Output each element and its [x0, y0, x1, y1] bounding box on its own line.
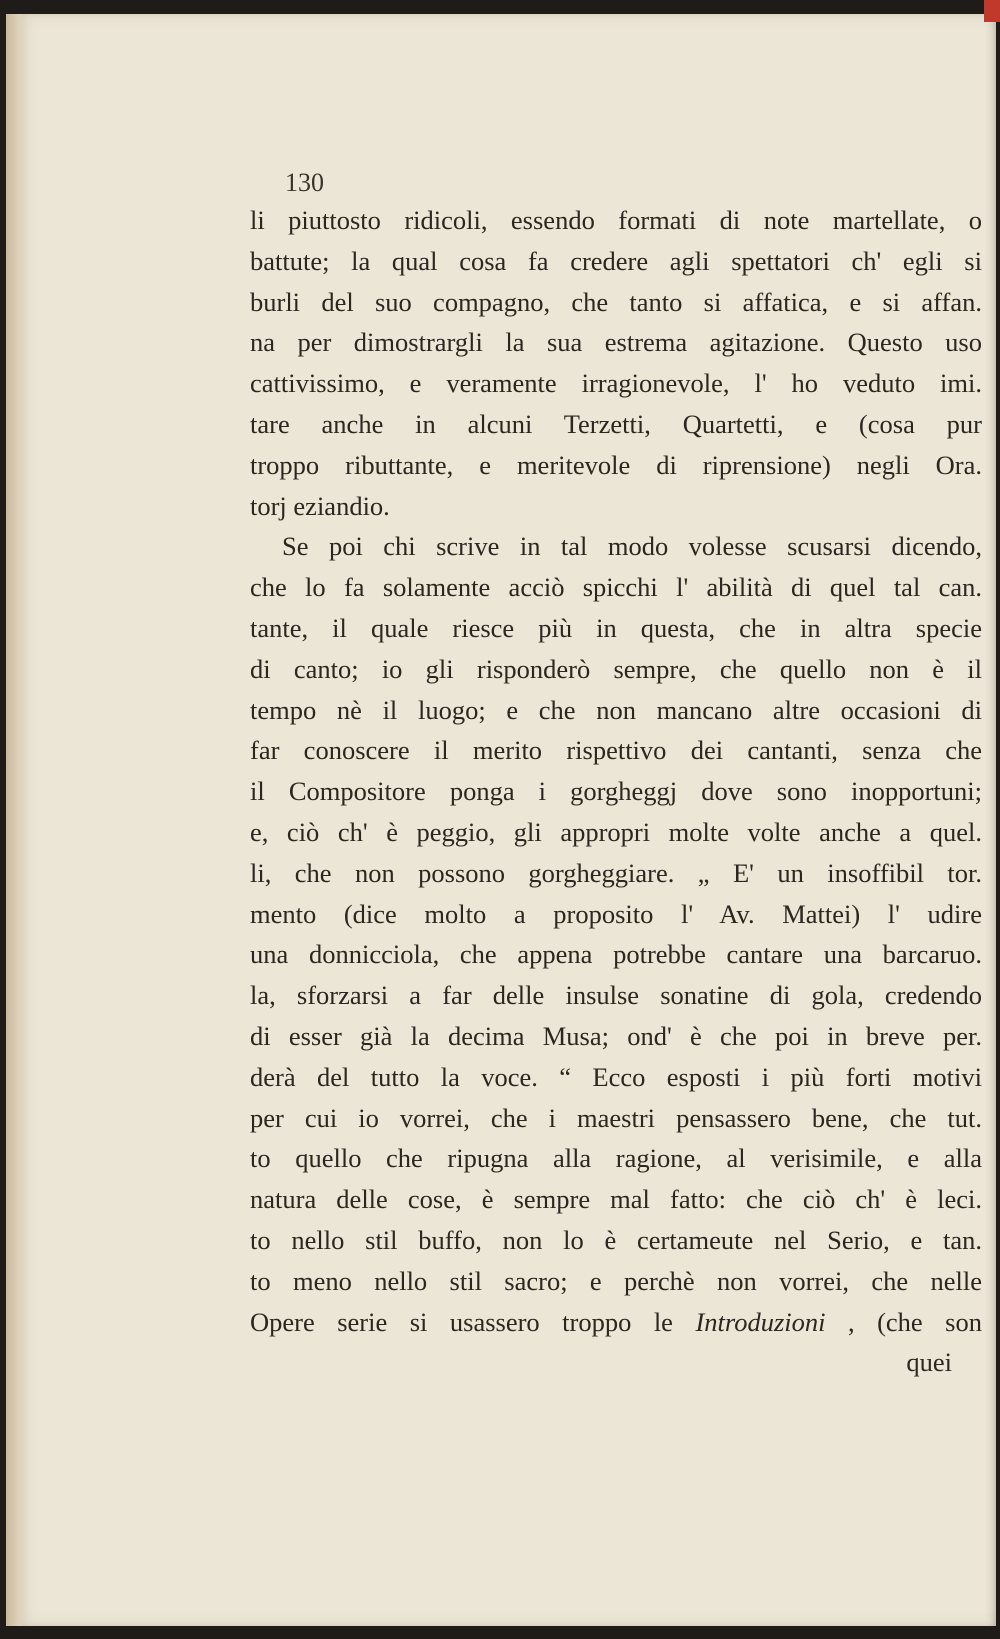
text-line: to meno nello stil sacro; e perchè non vorrei, che nelle [250, 1265, 982, 1296]
text-line: na per dimostrargli la sua estrema agitazione. Questo uso [250, 327, 982, 358]
text-line: to nello stil buffo, non lo è certameute nel Serio, e tan. [250, 1224, 982, 1255]
text-fragment: Opere serie si usassero troppo le [250, 1306, 673, 1337]
text-line: troppo ributtante, e meritevole di riprensione) negli Ora. [250, 449, 982, 480]
text-line: far conoscere il merito rispettivo dei cantanti, senza che [250, 735, 982, 766]
page-number: 130 [285, 168, 324, 197]
corner-tab-marker [984, 0, 1000, 22]
text-line: tante, il quale riesce più in questa, che in altra specie [250, 612, 982, 643]
text-line: tempo nè il luogo; e che non mancano altre occasioni di [250, 694, 982, 725]
text-line: burli del suo compagno, che tanto si affatica, e si affan. [250, 286, 982, 317]
paragraph-end-line: torj eziandio. [250, 490, 390, 521]
body-text [250, 200, 982, 1383]
text-line: di canto; io gli risponderò sempre, che quello non è il [250, 653, 982, 684]
catchword: quei [906, 1347, 952, 1378]
text-line: mento (dice molto a proposito l' Av. Mattei) l' udire [250, 898, 982, 929]
text-line: to quello che ripugna alla ragione, al verisimile, e alla [250, 1143, 982, 1174]
italic-term: Introduzioni [695, 1306, 826, 1337]
text-line-with-italic [250, 1302, 982, 1343]
binding-gutter [6, 14, 28, 1626]
text-line: la, sforzarsi a far delle insulse sonatine di gola, credendo [250, 980, 982, 1011]
text-line: tare anche in alcuni Terzetti, Quartetti, e (cosa pur [250, 408, 982, 439]
text-line: che lo fa solamente acciò spicchi l' abilità di quel tal can. [250, 572, 982, 603]
text-line: li piuttosto ridicoli, essendo formati di note martellate, o [250, 205, 982, 235]
text-line: di esser già la decima Musa; ond' è che poi in breve per. [250, 1020, 982, 1051]
text-fragment: , (che son [847, 1306, 982, 1337]
text-line: per cui io vorrei, che i maestri pensassero bene, che tut. [250, 1102, 982, 1133]
text-line: derà del tutto la voce. “ Ecco esposti i più forti motivi [250, 1061, 982, 1092]
text-line: li, che non possono gorgheggiare. „ E' un insoffibil tor. [250, 857, 982, 888]
text-line: il Compositore ponga i gorgheggj dove sono inopportuni; [250, 776, 982, 807]
text-line: battute; la qual cosa fa credere agli spettatori ch' egli si [250, 245, 982, 276]
paragraph-start-line: Se poi chi scrive in tal modo volesse scusarsi dicendo, [282, 531, 982, 562]
text-line: e, ciò ch' è peggio, gli appropri molte volte anche a quel. [250, 816, 982, 847]
text-line: una donnicciola, che appena potrebbe cantare una barcaruo. [250, 939, 982, 970]
text-line: cattivissimo, e veramente irragionevole, l' ho veduto imi. [250, 368, 982, 399]
text-line: natura delle cose, è sempre mal fatto: che ciò ch' è leci. [250, 1184, 982, 1215]
